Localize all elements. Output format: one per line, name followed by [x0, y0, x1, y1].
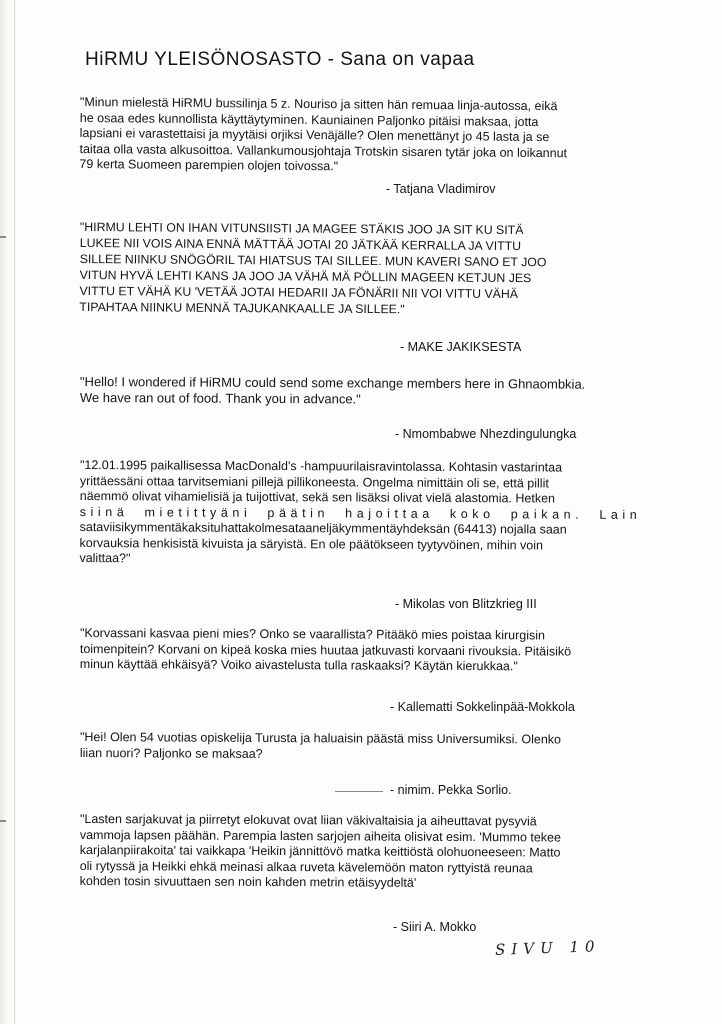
letter-line: VITTU ET VÄHÄ KU 'VETÄÄ JOTAI HEDARII JA FÖNÄRII NII VOI VITTU VÄHÄ	[79, 283, 519, 302]
letter-4	[79, 458, 660, 570]
staple-mark	[0, 236, 6, 238]
letter-line: VITUN HYVÄ LEHTI KANS JA JOO JA VÄHÄ MÄ PÖLLIN MAGEEN KETJUN JES	[79, 267, 532, 286]
page-fold-edge	[14, 0, 15, 1024]
letter-1	[79, 95, 660, 178]
page-title: HiRMU YLEISÖNOSASTO - Sana on vapaa	[85, 49, 475, 70]
letter-line: vammoja lapsen päähän. Parempia lasten sarjojen aiheita olisivat esim. 'Mummo tekee	[79, 827, 562, 845]
letter-line: kohden tosin sivuuttaen sen noin kahden metrin etäisyydeltä'	[79, 873, 417, 890]
letter-line: oli rytyssä ja Heikki ehkä meinasi alkaa ruveta kävelemöön maton ryttyistä reunaa	[79, 858, 533, 875]
letter-5	[80, 626, 660, 676]
letter-line: "Korvassani kasvaa pieni mies? Onko se vaarallista? Pitääkö mies poistaa kirurgisin	[79, 626, 546, 643]
letter-line: "12.01.1995 paikallisessa MacDonald's -hampuurilaisravintolassa. Kohtasin vastarintaa	[79, 458, 563, 475]
handwritten-page-number: SIVU 10	[494, 937, 601, 959]
letter-line: 79 kerta Suomeen parempien olojen toivossa."	[79, 156, 339, 174]
signature-dash	[335, 791, 383, 792]
letter-line: taitaa olla vasta alkusoittoa. Vallankumousjohtaja Trotskin sisaren tytär joka on loikannut	[79, 141, 568, 160]
letter-6	[80, 730, 660, 764]
letter-signature: - Kallematti Sokkelinpää-Mokkola	[390, 700, 575, 714]
letter-line: "Hei! Olen 54 vuotias opiskelija Turusta ja haluaisin päästä miss Universumiksi. Olenko	[79, 730, 562, 747]
letter-line: toimenpitein? Korvani on kipeä koska mies huutaa jatkuvasti korvaani rivouksia. Pitäisikö	[79, 641, 572, 659]
letter-line: yrittäessäni ottaa tarvitsemiani pillejä pillikoneesta. Ongelma nimittäin oli se, että pillit	[79, 473, 549, 490]
letter-line: "Hello! I wondered if HiRMU could send some exchange members here in Ghnaombkia.	[79, 374, 586, 392]
letter-line: sataviisikymmentäkaksituhattakolmesataaneljäkymmentäyhdeksän (64413) nojalla saan	[79, 519, 567, 537]
letter-signature: - Nmombabwe Nhezdingulungka	[395, 427, 577, 441]
letter-line: We have ran out of food. Thank you in advance."	[79, 389, 361, 406]
letter-signature: - Siiri A. Mokko	[393, 920, 477, 934]
letter-line: näemmö olivat vihamielisiä ja tuijottivat, sekä sen lisäksi olivat vielä alastomia. Hetken	[79, 488, 556, 506]
letter-3	[80, 374, 660, 408]
letter-line: he osaa edes kunnollista käyttäytyminen. Kauniainen Paljonko pitäisi maksaa, jotta	[79, 110, 539, 129]
letter-line: karjalanpiirakoita' tai vaikkapa 'Heikin jännittövö matka keittiöstä olohuoneeseen: Matto	[79, 842, 561, 860]
letter-line: SILLEE NIINKU SNÖGÖRIL TAI HIATSUS TAI SILLEE. MUN KAVERI SANO ET JOO	[79, 251, 547, 270]
letter-line: "Lasten sarjakuvat ja piirretyt elokuvat ovat liian väkivaltaisia ja aiheuttavat pysyviä	[79, 812, 537, 829]
letter-signature: - Mikolas von Blitzkrieg III	[395, 597, 537, 611]
letter-line: TIPAHTAA NIINKU MENNÄ TAJUKANKAALLE JA SILLEE."	[79, 299, 405, 317]
letter-7	[80, 812, 660, 893]
staple-mark	[0, 820, 6, 822]
letter-line: siinä mietittyäni päätin hajoittaa koko paikan. Lain	[79, 504, 642, 522]
letter-line: "Minun mielestä HiRMU bussilinja 5 z. Nouriso ja sitten hän remuaa linja-autossa, eikä	[79, 95, 558, 114]
letter-line: LUKEE NII VOIS AINA ENNÄ MÄTTÄÄ JOTAI 20 JÄTKÄÄ KERRALLA JA VITTU	[79, 235, 522, 254]
letter-line: korvauksia henkisistä kivuista ja säryistä. En ole päätökseen tyytyvöinen, mihin voin	[79, 535, 544, 552]
letter-line: "HIRMU LEHTI ON IHAN VITUNSIISTI JA MAGEE STÄKIS JOO JA SIT KU SITÄ	[79, 219, 524, 238]
letter-signature: - MAKE JAKIKSESTA	[400, 340, 522, 354]
letter-line: valittaa?"	[79, 550, 131, 566]
letter-line: liian nuori? Paljonko se maksaa?	[79, 745, 263, 761]
letter-signature: - nimim. Pekka Sorlio.	[390, 783, 512, 797]
letter-signature: - Tatjana Vladimirov	[386, 182, 496, 196]
letter-line: lapsiani ei varastettaisi ja myytäisi orjiksi Venäjälle? Olen menettänyt jo 45 lasta ja se	[79, 125, 550, 145]
letter-line: minun käyttää ehkäisyä? Voiko aivastelusta tulla raskaaksi? Käytän kierukkaa."	[79, 656, 518, 674]
letter-2	[79, 219, 660, 319]
